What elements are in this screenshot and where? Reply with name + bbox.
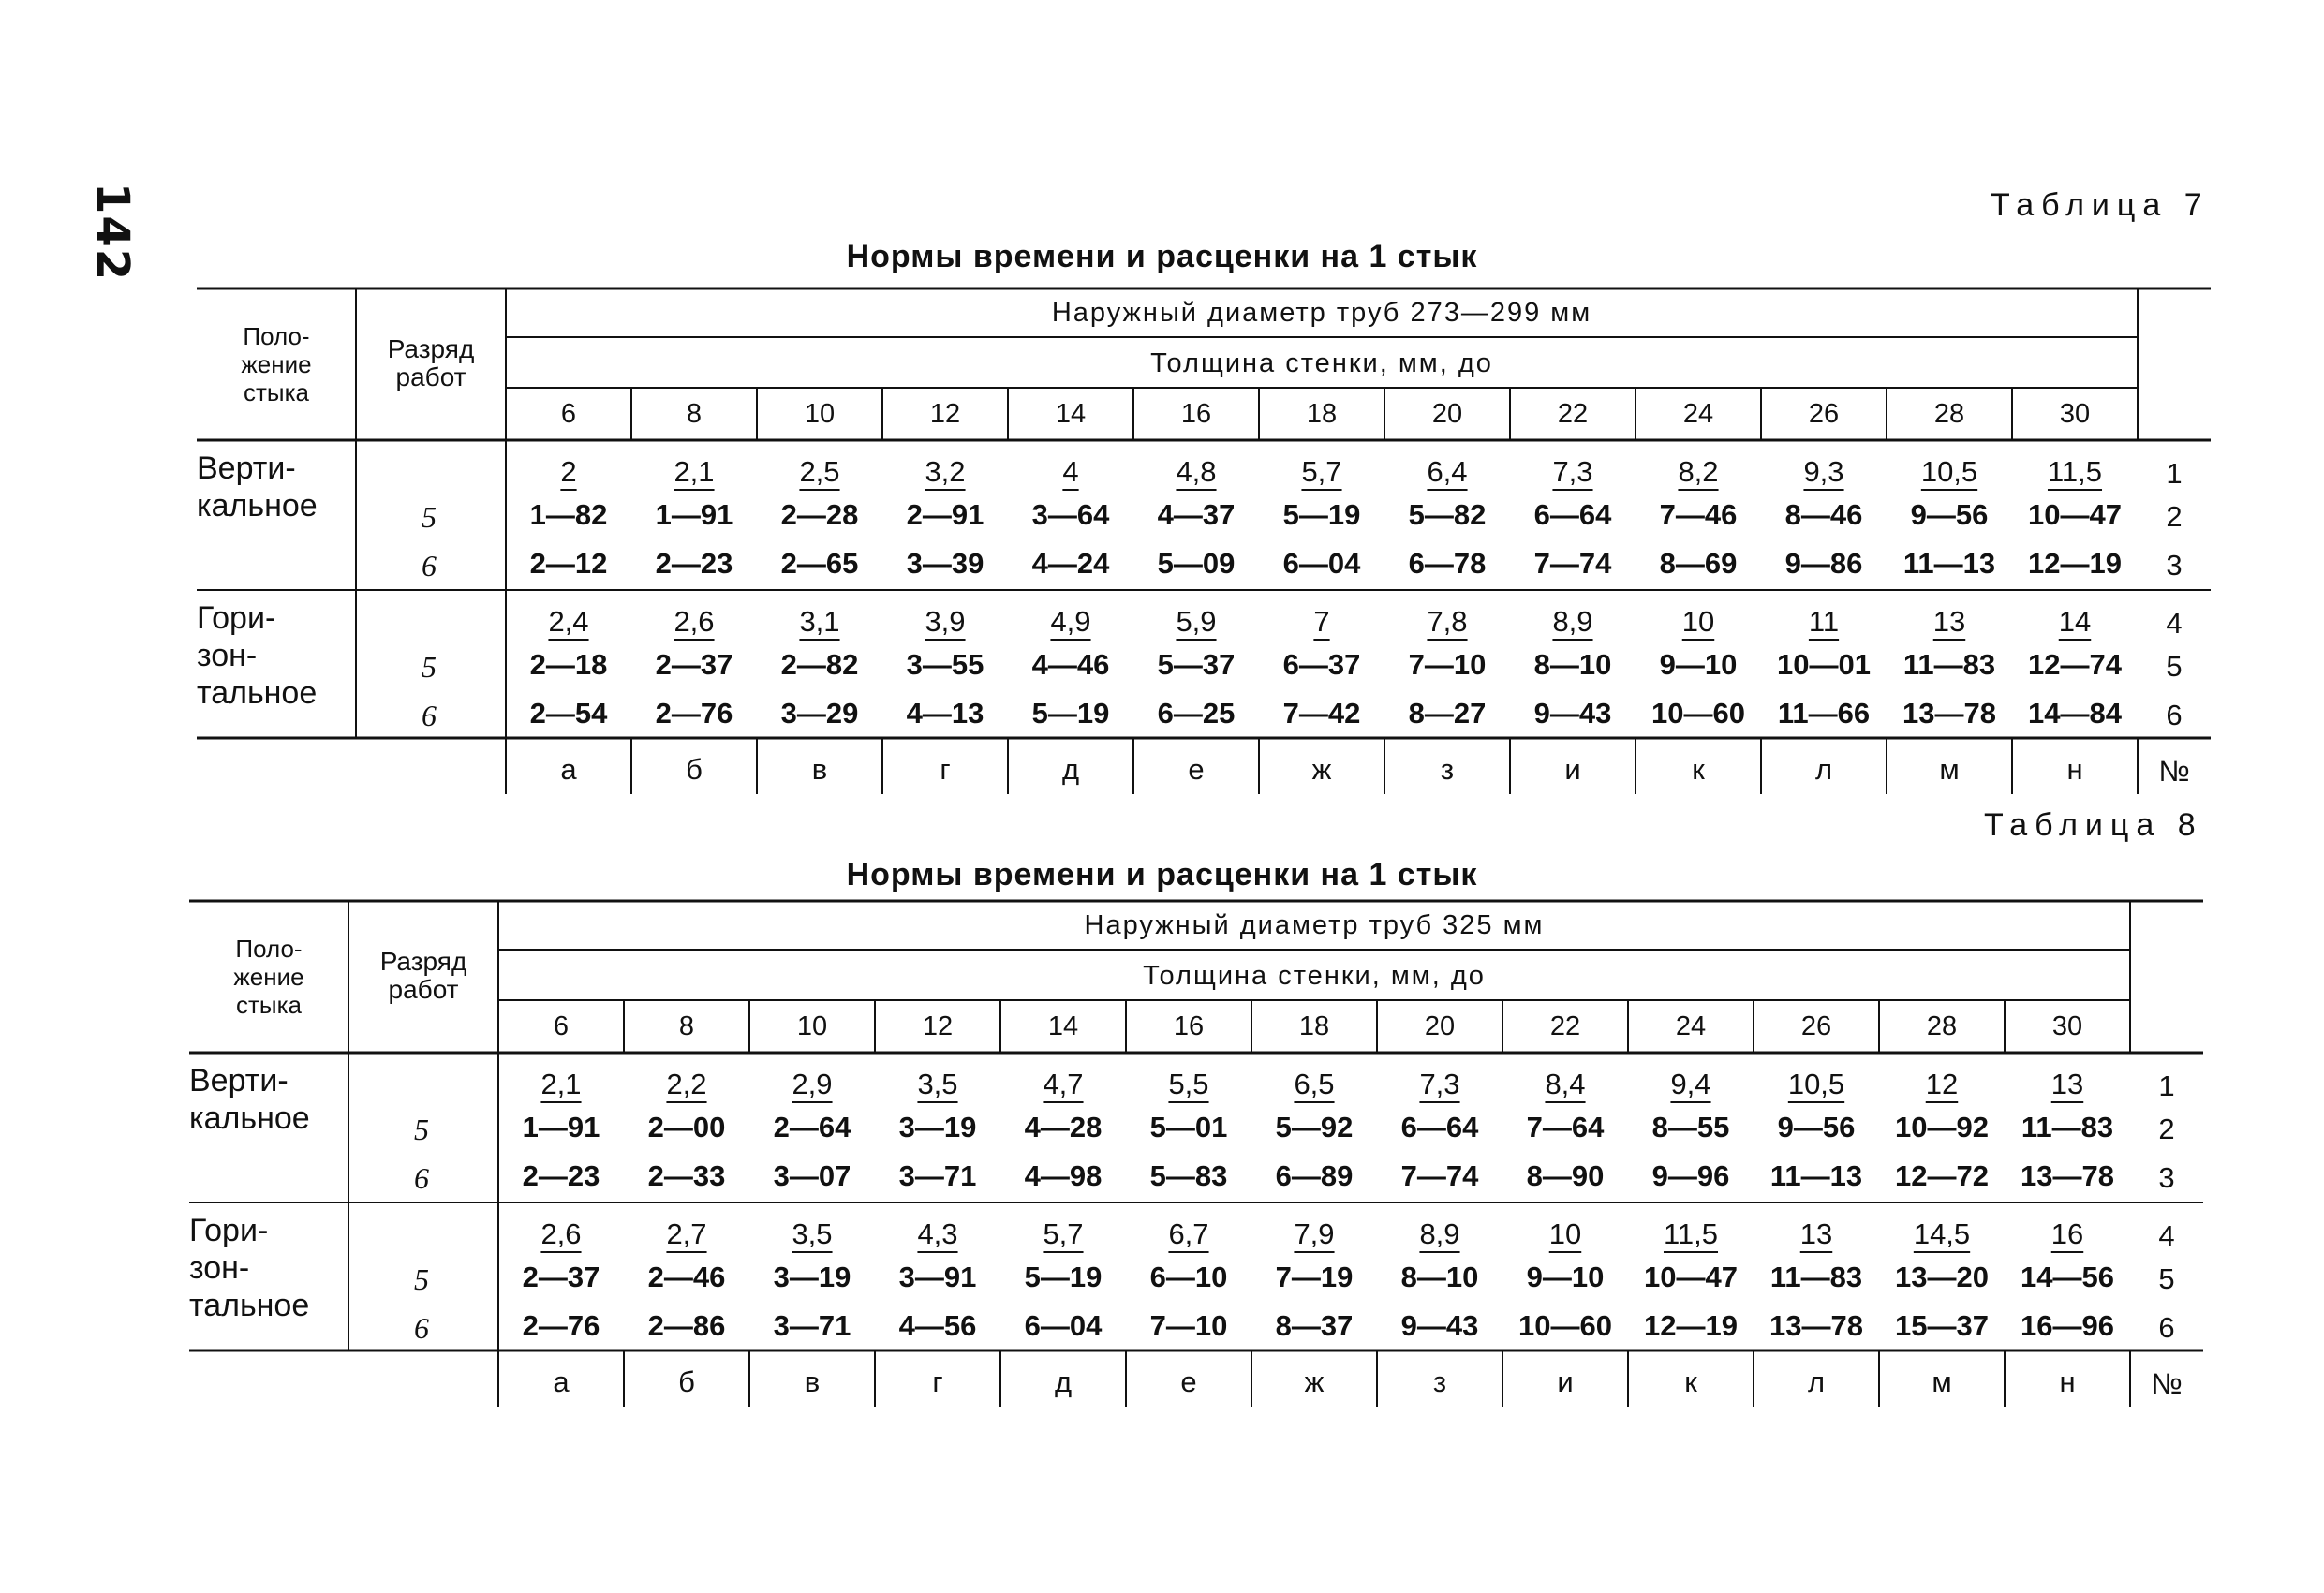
rate-grade-5: 2—37 bbox=[655, 648, 733, 681]
column-index: к bbox=[1684, 1365, 1697, 1398]
time-norm: 10,5 bbox=[1920, 455, 1978, 488]
thickness-value: 14 bbox=[1055, 399, 1087, 429]
rate-grade-6: 7—42 bbox=[1282, 697, 1361, 730]
thickness-value: 10 bbox=[796, 1011, 828, 1041]
time-norm: 2,4 bbox=[548, 605, 589, 638]
column-index: ж bbox=[1304, 1365, 1325, 1398]
rate-grade-5: 10—92 bbox=[1895, 1111, 1989, 1143]
rate-grade-6: 14—84 bbox=[2028, 697, 2122, 730]
rate-grade-5: 3—55 bbox=[906, 648, 984, 681]
rate-grade-6: 4—24 bbox=[1031, 547, 1110, 580]
rate-grade-5: 1—82 bbox=[529, 498, 608, 531]
rate-grade-5: 1—91 bbox=[655, 498, 733, 531]
rate-grade-6: 2—23 bbox=[522, 1159, 600, 1192]
time-norm: 4,3 bbox=[917, 1217, 958, 1250]
time-norm: 3,5 bbox=[792, 1217, 833, 1250]
thickness-value: 20 bbox=[1431, 399, 1463, 429]
thickness-value: 24 bbox=[1675, 1011, 1707, 1041]
thickness-value: 28 bbox=[1926, 1011, 1958, 1041]
rate-grade-6: 2—23 bbox=[655, 547, 733, 580]
rate-grade-6: 9—96 bbox=[1651, 1159, 1730, 1192]
rate-grade-6: 8—37 bbox=[1275, 1309, 1354, 1342]
column-index: и bbox=[1557, 1365, 1574, 1398]
thickness-value: 26 bbox=[1800, 1011, 1832, 1041]
time-norm: 2,2 bbox=[666, 1068, 707, 1100]
header-grade: Разряд работ bbox=[387, 334, 475, 391]
time-norm: 6,7 bbox=[1168, 1217, 1209, 1250]
time-norm: 5,7 bbox=[1043, 1217, 1084, 1250]
time-norm: 3,2 bbox=[925, 455, 966, 488]
column-index: м bbox=[1939, 753, 1960, 786]
thickness-value: 16 bbox=[1173, 1011, 1205, 1041]
number-label: № bbox=[2158, 755, 2190, 788]
column-index: н bbox=[2066, 753, 2083, 786]
rate-grade-5: 4—28 bbox=[1024, 1111, 1103, 1143]
number-label: № bbox=[2151, 1367, 2183, 1400]
time-norm: 6,5 bbox=[1294, 1068, 1335, 1100]
time-norm: 11 bbox=[1808, 605, 1840, 638]
rate-grade-5: 7—10 bbox=[1408, 648, 1487, 681]
column-index: д bbox=[1054, 1365, 1073, 1398]
rate-grade-6: 13—78 bbox=[1902, 697, 1996, 730]
rate-grade-5: 3—64 bbox=[1031, 498, 1110, 531]
time-norm: 9,4 bbox=[1670, 1068, 1711, 1100]
table-title: Нормы времени и расценки на 1 стык bbox=[846, 239, 1478, 274]
thickness-value: 18 bbox=[1298, 1011, 1330, 1041]
time-norm: 3,5 bbox=[917, 1068, 958, 1100]
row-number: 1 bbox=[2158, 1069, 2175, 1102]
thickness-value: 8 bbox=[686, 399, 703, 429]
rate-grade-6: 12—19 bbox=[2028, 547, 2122, 580]
rate-grade-5: 9—56 bbox=[1910, 498, 1989, 531]
rate-grade-5: 6—64 bbox=[1400, 1111, 1479, 1143]
rate-grade-5: 6—64 bbox=[1533, 498, 1612, 531]
time-norm: 2,5 bbox=[799, 455, 840, 488]
rate-grade-5: 2—37 bbox=[522, 1261, 600, 1293]
row-number: 2 bbox=[2166, 500, 2183, 533]
time-norm: 7,8 bbox=[1427, 605, 1468, 638]
rate-grade-6: 4—98 bbox=[1024, 1159, 1103, 1192]
time-norm: 4,8 bbox=[1176, 455, 1217, 488]
time-norm: 4,9 bbox=[1050, 605, 1091, 638]
rate-grade-6: 6—89 bbox=[1275, 1159, 1354, 1192]
rate-grade-6: 6—04 bbox=[1024, 1309, 1103, 1342]
rate-grade-6: 12—72 bbox=[1895, 1159, 1989, 1192]
column-index: з bbox=[1440, 753, 1455, 786]
time-norm: 16 bbox=[2050, 1217, 2084, 1250]
rate-grade-5: 6—10 bbox=[1149, 1261, 1228, 1293]
rate-grade-5: 5—19 bbox=[1282, 498, 1361, 531]
rate-grade-6: 7—74 bbox=[1400, 1159, 1479, 1192]
rate-grade-5: 4—46 bbox=[1031, 648, 1110, 681]
rate-grade-5: 11—83 bbox=[2021, 1111, 2114, 1143]
grade-label: 5 bbox=[422, 650, 437, 684]
column-index: д bbox=[1061, 753, 1080, 786]
rate-grade-5: 5—82 bbox=[1408, 498, 1487, 531]
rate-grade-6: 6—04 bbox=[1282, 547, 1361, 580]
time-norm: 11,5 bbox=[1663, 1217, 1719, 1250]
time-norm: 7,9 bbox=[1294, 1217, 1335, 1250]
time-norm: 10,5 bbox=[1787, 1068, 1845, 1100]
column-index: в bbox=[811, 753, 828, 786]
column-index: з bbox=[1432, 1365, 1447, 1398]
grade-label: 5 bbox=[422, 500, 437, 534]
rate-grade-5: 1—91 bbox=[522, 1111, 600, 1143]
rate-grade-6: 2—76 bbox=[522, 1309, 600, 1342]
rate-grade-5: 2—18 bbox=[529, 648, 608, 681]
header-diameter: Наружный диаметр труб 273—299 мм bbox=[1051, 298, 1592, 328]
column-index: и bbox=[1564, 753, 1581, 786]
rate-grade-6: 6—78 bbox=[1408, 547, 1487, 580]
header-position: Поло- жение стыка bbox=[241, 322, 312, 406]
column-index: л bbox=[1814, 753, 1833, 786]
column-index: н bbox=[2059, 1365, 2076, 1398]
time-norm: 13 bbox=[1932, 605, 1966, 638]
position-label: Верти- кальное bbox=[197, 450, 318, 524]
rate-grade-5: 8—46 bbox=[1784, 498, 1863, 531]
rate-grade-6: 12—19 bbox=[1644, 1309, 1738, 1342]
rate-grade-6: 16—96 bbox=[2021, 1309, 2114, 1342]
thickness-value: 24 bbox=[1682, 399, 1714, 429]
position-label: Гори- зон- тальное bbox=[189, 1213, 310, 1323]
rate-grade-6: 2—65 bbox=[780, 547, 859, 580]
rate-grade-5: 10—47 bbox=[1644, 1261, 1738, 1293]
row-number: 5 bbox=[2158, 1262, 2175, 1295]
row-number: 6 bbox=[2166, 699, 2183, 731]
rate-grade-6: 4—13 bbox=[906, 697, 984, 730]
grade-label: 5 bbox=[414, 1262, 429, 1296]
norm-table bbox=[197, 288, 2211, 813]
rate-grade-6: 3—07 bbox=[773, 1159, 851, 1192]
time-norm: 13 bbox=[2050, 1068, 2084, 1100]
column-index: ж bbox=[1311, 753, 1332, 786]
rate-grade-5: 6—37 bbox=[1282, 648, 1361, 681]
row-number: 6 bbox=[2158, 1311, 2175, 1344]
time-norm: 6,4 bbox=[1427, 455, 1468, 488]
position-label: Гори- зон- тальное bbox=[197, 600, 318, 711]
norm-table bbox=[189, 901, 2203, 1425]
rate-grade-6: 3—71 bbox=[773, 1309, 851, 1342]
time-norm: 5,9 bbox=[1176, 605, 1217, 638]
time-norm: 8,2 bbox=[1678, 455, 1719, 488]
thickness-value: 12 bbox=[929, 399, 961, 429]
header-diameter: Наружный диаметр труб 325 мм bbox=[1084, 910, 1545, 940]
rate-grade-6: 8—27 bbox=[1408, 697, 1487, 730]
grade-label: 6 bbox=[422, 549, 437, 583]
rate-grade-5: 3—19 bbox=[773, 1261, 851, 1293]
column-index: к bbox=[1692, 753, 1705, 786]
grade-label: 6 bbox=[414, 1161, 429, 1195]
time-norm: 2,9 bbox=[792, 1068, 833, 1100]
rate-grade-6: 3—71 bbox=[898, 1159, 977, 1192]
rate-grade-5: 8—10 bbox=[1400, 1261, 1479, 1293]
column-index: г bbox=[932, 1365, 943, 1398]
thickness-value: 8 bbox=[678, 1011, 695, 1041]
row-number: 3 bbox=[2166, 549, 2183, 582]
rate-grade-6: 2—54 bbox=[529, 697, 608, 730]
header-thickness: Толщина стенки, мм, до bbox=[1150, 348, 1493, 378]
thickness-value: 28 bbox=[1933, 399, 1965, 429]
time-norm: 2,1 bbox=[540, 1068, 582, 1100]
rate-grade-5: 7—46 bbox=[1659, 498, 1738, 531]
column-index: а bbox=[560, 753, 577, 786]
time-norm: 14,5 bbox=[1913, 1217, 1971, 1250]
rate-grade-5: 5—37 bbox=[1157, 648, 1236, 681]
thickness-value: 22 bbox=[1557, 399, 1589, 429]
table-label: Таблица 8 bbox=[1984, 807, 2203, 843]
rate-grade-5: 9—56 bbox=[1777, 1111, 1856, 1143]
time-norm: 7,3 bbox=[1552, 455, 1593, 488]
rate-grade-5: 2—64 bbox=[773, 1111, 851, 1143]
time-norm: 7 bbox=[1313, 605, 1330, 638]
column-index: б bbox=[678, 1365, 695, 1398]
rate-grade-6: 2—33 bbox=[647, 1159, 726, 1192]
time-norm: 10 bbox=[1681, 605, 1715, 638]
time-norm: 2,7 bbox=[666, 1217, 707, 1250]
column-index: е bbox=[1188, 753, 1205, 786]
rate-grade-6: 8—69 bbox=[1659, 547, 1738, 580]
table-label: Таблица 7 bbox=[1991, 187, 2210, 223]
rate-grade-5: 12—74 bbox=[2028, 648, 2122, 681]
rate-grade-6: 3—29 bbox=[780, 697, 859, 730]
rate-grade-5: 2—91 bbox=[906, 498, 984, 531]
row-number: 5 bbox=[2166, 650, 2183, 683]
time-norm: 5,7 bbox=[1301, 455, 1342, 488]
time-norm: 11,5 bbox=[2047, 455, 2103, 488]
column-index: б bbox=[686, 753, 703, 786]
rate-grade-5: 5—19 bbox=[1024, 1261, 1103, 1293]
time-norm: 8,9 bbox=[1419, 1217, 1460, 1250]
rate-grade-6: 5—19 bbox=[1031, 697, 1110, 730]
rate-grade-6: 13—78 bbox=[1769, 1309, 1863, 1342]
row-number: 3 bbox=[2158, 1161, 2175, 1194]
thickness-value: 26 bbox=[1808, 399, 1840, 429]
rate-grade-6: 11—66 bbox=[1777, 697, 1871, 730]
rate-grade-6: 8—90 bbox=[1526, 1159, 1605, 1192]
position-label: Верти- кальное bbox=[189, 1063, 310, 1136]
rate-grade-5: 3—19 bbox=[898, 1111, 977, 1143]
thickness-value: 10 bbox=[804, 399, 836, 429]
header-thickness: Толщина стенки, мм, до bbox=[1143, 961, 1486, 991]
rate-grade-5: 4—37 bbox=[1157, 498, 1236, 531]
row-number: 1 bbox=[2166, 457, 2183, 490]
rate-grade-5: 2—46 bbox=[647, 1261, 726, 1293]
time-norm: 14 bbox=[2058, 605, 2092, 638]
rate-grade-5: 9—10 bbox=[1659, 648, 1738, 681]
rate-grade-6: 9—43 bbox=[1533, 697, 1612, 730]
rate-grade-5: 8—55 bbox=[1651, 1111, 1730, 1143]
rate-grade-6: 4—56 bbox=[898, 1309, 977, 1342]
rate-grade-6: 7—74 bbox=[1533, 547, 1612, 580]
time-norm: 4 bbox=[1062, 455, 1079, 488]
thickness-value: 16 bbox=[1180, 399, 1212, 429]
rate-grade-6: 2—12 bbox=[529, 547, 608, 580]
thickness-value: 6 bbox=[560, 399, 577, 429]
time-norm: 10 bbox=[1548, 1217, 1582, 1250]
rate-grade-5: 2—82 bbox=[780, 648, 859, 681]
column-index: м bbox=[1932, 1365, 1952, 1398]
time-norm: 2,6 bbox=[540, 1217, 582, 1250]
time-norm: 5,5 bbox=[1168, 1068, 1209, 1100]
thickness-value: 6 bbox=[553, 1011, 570, 1041]
grade-label: 6 bbox=[414, 1311, 429, 1345]
rate-grade-6: 9—43 bbox=[1400, 1309, 1479, 1342]
rate-grade-6: 6—25 bbox=[1157, 697, 1236, 730]
column-index: г bbox=[940, 753, 951, 786]
thickness-value: 30 bbox=[2059, 399, 2091, 429]
rate-grade-5: 10—47 bbox=[2028, 498, 2122, 531]
thickness-value: 30 bbox=[2051, 1011, 2083, 1041]
column-index: а bbox=[553, 1365, 570, 1398]
rate-grade-5: 5—92 bbox=[1275, 1111, 1354, 1143]
rate-grade-6: 2—76 bbox=[655, 697, 733, 730]
rate-grade-6: 10—60 bbox=[1518, 1309, 1612, 1342]
rate-grade-5: 13—20 bbox=[1895, 1261, 1989, 1293]
rate-grade-5: 14—56 bbox=[2021, 1261, 2114, 1293]
rate-grade-5: 5—01 bbox=[1149, 1111, 1228, 1143]
rate-grade-5: 11—83 bbox=[1769, 1261, 1863, 1293]
rate-grade-6: 10—60 bbox=[1651, 697, 1745, 730]
rate-grade-6: 13—78 bbox=[2021, 1159, 2114, 1192]
rate-grade-5: 11—83 bbox=[1902, 648, 1996, 681]
row-number: 2 bbox=[2158, 1113, 2175, 1145]
rate-grade-5: 7—64 bbox=[1526, 1111, 1605, 1143]
rate-grade-5: 10—01 bbox=[1777, 648, 1871, 681]
rate-grade-6: 7—10 bbox=[1149, 1309, 1228, 1342]
rate-grade-5: 2—28 bbox=[780, 498, 859, 531]
rate-grade-6: 2—86 bbox=[647, 1309, 726, 1342]
grade-label: 6 bbox=[422, 699, 437, 732]
rate-grade-6: 5—09 bbox=[1157, 547, 1236, 580]
thickness-value: 12 bbox=[922, 1011, 954, 1041]
header-position: Поло- жение стыка bbox=[233, 935, 304, 1019]
header-grade: Разряд работ bbox=[379, 947, 467, 1004]
rate-grade-5: 2—00 bbox=[647, 1111, 726, 1143]
time-norm: 2,6 bbox=[674, 605, 715, 638]
time-norm: 3,1 bbox=[799, 605, 840, 638]
rate-grade-5: 9—10 bbox=[1526, 1261, 1605, 1293]
rate-grade-6: 9—86 bbox=[1784, 547, 1863, 580]
time-norm: 2,1 bbox=[674, 455, 715, 488]
column-index: л bbox=[1807, 1365, 1826, 1398]
rate-grade-5: 7—19 bbox=[1275, 1261, 1354, 1293]
time-norm: 9,3 bbox=[1803, 455, 1844, 488]
rate-grade-6: 11—13 bbox=[1769, 1159, 1863, 1192]
rate-grade-5: 3—91 bbox=[898, 1261, 977, 1293]
rate-grade-6: 11—13 bbox=[1902, 547, 1996, 580]
time-norm: 3,9 bbox=[925, 605, 966, 638]
time-norm: 13 bbox=[1799, 1217, 1833, 1250]
thickness-value: 20 bbox=[1424, 1011, 1456, 1041]
rate-grade-6: 3—39 bbox=[906, 547, 984, 580]
thickness-value: 18 bbox=[1306, 399, 1338, 429]
rate-grade-5: 8—10 bbox=[1533, 648, 1612, 681]
table-title: Нормы времени и расценки на 1 стык bbox=[846, 857, 1478, 892]
time-norm: 8,9 bbox=[1552, 605, 1593, 638]
time-norm: 7,3 bbox=[1419, 1068, 1460, 1100]
time-norm: 12 bbox=[1925, 1068, 1959, 1100]
rate-grade-6: 15—37 bbox=[1895, 1309, 1989, 1342]
rate-grade-6: 5—83 bbox=[1149, 1159, 1228, 1192]
row-number: 4 bbox=[2158, 1219, 2175, 1252]
column-index: е bbox=[1180, 1365, 1197, 1398]
column-index: в bbox=[804, 1365, 821, 1398]
row-number: 4 bbox=[2166, 607, 2183, 640]
time-norm: 8,4 bbox=[1545, 1068, 1586, 1100]
time-norm: 2 bbox=[560, 455, 577, 488]
thickness-value: 22 bbox=[1549, 1011, 1581, 1041]
time-norm: 4,7 bbox=[1043, 1068, 1084, 1100]
thickness-value: 14 bbox=[1047, 1011, 1079, 1041]
page-number: 142 bbox=[86, 183, 139, 283]
grade-label: 5 bbox=[414, 1113, 429, 1146]
